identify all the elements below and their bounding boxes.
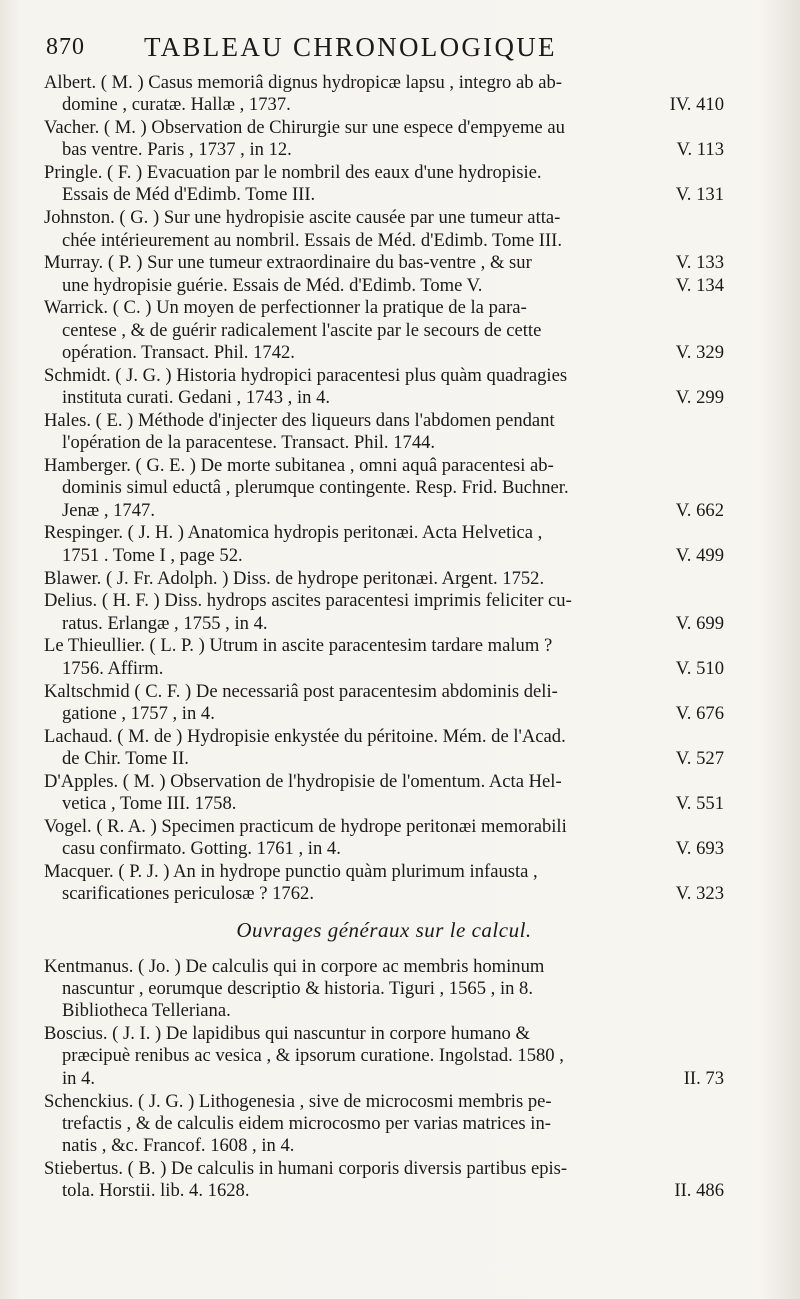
entry-murray	[44, 252, 724, 297]
entry-text: scarificationes periculosæ ? 1762.	[62, 883, 314, 905]
entry-kaltschmid	[44, 681, 724, 726]
entry-text: gatione , 1757 , in 4.	[62, 702, 215, 724]
volume-reference: IV. 410	[669, 94, 724, 116]
volume-reference: V. 699	[675, 612, 724, 634]
entry-respinger	[44, 522, 724, 567]
entry-text: chée intérieurement au nombril. Essais de Méd. d'Edimb. Tome III.	[62, 229, 562, 251]
volume-reference: V. 133	[675, 251, 724, 273]
entry-text: Essais de Méd d'Edimb. Tome III.	[62, 184, 316, 206]
entry-text: Johnston. ( G. ) Sur une hydropisie ascite causée par une tumeur atta-	[44, 207, 561, 229]
entry-line	[44, 1068, 724, 1090]
entry-text: in 4.	[62, 1067, 96, 1089]
section-heading-text: Ouvrages généraux sur le calcul.	[236, 918, 532, 943]
volume-reference: V. 113	[676, 139, 724, 161]
entry-line	[44, 1000, 724, 1022]
entry-text: casu confirmato. Gotting. 1761 , in 4.	[62, 838, 341, 860]
volume-reference: V. 329	[675, 342, 724, 364]
entry-text: domine , curatæ. Hallæ , 1737.	[62, 94, 291, 116]
entry-text: Murray. ( P. ) Sur une tumeur extraordinaire du bas-ventre , & sur	[44, 252, 532, 274]
entry-line	[44, 1023, 724, 1045]
entry-line	[44, 748, 724, 770]
entry-line	[44, 500, 724, 522]
entry-text: ratus. Erlangæ , 1755 , in 4.	[62, 612, 268, 634]
entry-albert	[44, 72, 724, 117]
bibliography-section-calculus	[44, 956, 724, 1203]
entry-text: tola. Horstii. lib. 4. 1628.	[62, 1180, 250, 1202]
entry-line	[44, 455, 724, 477]
entry-text: præcipuè renibus ac vesica , & ipsorum curatione. Ingolstad. 1580 ,	[62, 1045, 564, 1067]
entry-line	[44, 793, 724, 815]
running-title: TABLEAU CHRONOLOGIQUE	[144, 32, 557, 62]
entry-line	[44, 387, 724, 409]
entry-line	[44, 139, 724, 161]
entry-blawer	[44, 568, 724, 590]
entry-line	[44, 1045, 724, 1067]
entry-text: Stiebertus. ( B. ) De calculis in humani corporis diversis partibus epis-	[44, 1157, 568, 1179]
page-number: 870	[46, 34, 85, 60]
entry-text: Boscius. ( J. I. ) De lapidibus qui nascuntur in corpore humano &	[44, 1023, 530, 1045]
entry-line	[44, 342, 724, 364]
entry-text: Respinger. ( J. H. ) Anatomica hydropis peritonæi. Acta Helvetica ,	[44, 522, 543, 544]
entry-line	[44, 1180, 724, 1202]
entry-line	[44, 252, 724, 274]
entry-delius	[44, 590, 724, 635]
entry-text: de Chir. Tome II.	[62, 747, 189, 769]
entry-line	[44, 117, 724, 139]
entry-line	[44, 94, 724, 116]
volume-reference: V. 527	[675, 747, 724, 769]
entry-line	[44, 568, 724, 590]
entry-text: Albert. ( M. ) Casus memoriâ dignus hydropicæ lapsu , integro ab ab-	[44, 72, 562, 93]
entry-line	[44, 275, 724, 297]
entry-text: vetica , Tome III. 1758.	[62, 793, 237, 814]
entry-text: Macquer. ( P. J. ) An in hydrope punctio quàm plurimum infausta ,	[44, 860, 538, 882]
volume-reference: V. 551	[675, 793, 724, 814]
entry-line	[44, 1135, 724, 1157]
entry-text: Vacher. ( M. ) Observation de Chirurgie sur une espece d'empyeme au	[44, 117, 565, 139]
entry-line	[44, 297, 724, 319]
entry-line	[44, 1091, 724, 1113]
entry-text: Schenckius. ( J. G. ) Lithogenesia , sive de microcosmi membris pe-	[44, 1090, 552, 1112]
entry-line	[44, 320, 724, 342]
entry-line	[44, 658, 724, 680]
entry-line	[44, 230, 724, 252]
entry-schmidt	[44, 365, 724, 410]
volume-reference: II. 486	[674, 1180, 724, 1202]
volume-reference: V. 676	[675, 702, 724, 724]
bibliography-section-hydrops	[44, 72, 724, 905]
entry-line	[44, 816, 724, 838]
section-heading	[44, 919, 724, 941]
entry-text: Kaltschmid ( C. F. ) De necessariâ post paracentesim abdominis deli-	[44, 680, 558, 702]
entry-line	[44, 365, 724, 387]
entry-line	[44, 162, 724, 184]
entry-line	[44, 956, 724, 978]
entry-line	[44, 1113, 724, 1135]
entry-vacher	[44, 117, 724, 162]
entry-macquer	[44, 861, 724, 906]
entry-dapples	[44, 771, 724, 816]
entry-line	[44, 72, 724, 94]
entry-text: Pringle. ( F. ) Evacuation par le nombril des eaux d'une hydropisie.	[44, 162, 542, 184]
entry-text: natis , &c. Francof. 1608 , in 4.	[62, 1135, 295, 1157]
entry-text: Hales. ( E. ) Méthode d'injecter des liqueurs dans l'abdomen pendant	[44, 409, 555, 431]
entry-line	[44, 703, 724, 725]
entry-line	[44, 771, 724, 793]
entry-stiebertus	[44, 1158, 724, 1203]
entry-text: Bibliotheca Telleriana.	[62, 1000, 231, 1022]
entry-text: Delius. ( H. F. ) Diss. hydrops ascites paracentesi imprimis feliciter cu-	[44, 590, 572, 612]
entry-vogel	[44, 816, 724, 861]
entry-text: instituta curati. Gedani , 1743 , in 4.	[62, 387, 331, 409]
entry-text: 1751 . Tome I , page 52.	[62, 544, 243, 566]
entry-text: Lachaud. ( M. de ) Hydropisie enkystée du péritoine. Mém. de l'Acad.	[44, 725, 566, 747]
entry-text: dominis simul eductâ , plerumque contingente. Resp. Frid. Buchner.	[62, 477, 569, 499]
entry-line	[44, 861, 724, 883]
volume-reference: V. 299	[675, 387, 724, 409]
entry-line	[44, 545, 724, 567]
entry-line	[44, 184, 724, 206]
entry-line	[44, 410, 724, 432]
entry-le-thieullier	[44, 635, 724, 680]
entry-text: Vogel. ( R. A. ) Specimen practicum de hydrope peritonæi memorabili	[44, 815, 567, 837]
entry-text: centese , & de guérir radicalement l'ascite par le secours de cette	[62, 319, 542, 341]
entry-text: D'Apples. ( M. ) Observation de l'hydropisie de l'omentum. Acta Hel-	[44, 770, 562, 792]
entry-line	[44, 477, 724, 499]
entry-text: Blawer. ( J. Fr. Adolph. ) Diss. de hydrope peritonæi. Argent. 1752.	[44, 567, 545, 589]
entry-text: Le Thieullier. ( L. P. ) Utrum in ascite paracentesim tardare malum ?	[44, 635, 553, 657]
entry-line	[44, 681, 724, 703]
entry-hales	[44, 410, 724, 455]
entry-hamberger	[44, 455, 724, 522]
entry-line	[44, 883, 724, 905]
entry-schenckius	[44, 1091, 724, 1158]
entry-pringle	[44, 162, 724, 207]
volume-reference: II. 73	[683, 1067, 724, 1089]
entry-text: Hamberger. ( G. E. ) De morte subitanea , omni aquâ paracentesi ab-	[44, 455, 554, 477]
entry-warrick	[44, 297, 724, 364]
entry-kentmanus	[44, 956, 724, 1023]
entry-line	[44, 726, 724, 748]
entry-boscius	[44, 1023, 724, 1090]
volume-reference: V. 510	[675, 657, 724, 679]
entry-line	[44, 522, 724, 544]
entry-line	[44, 978, 724, 1000]
volume-reference: V. 499	[675, 544, 724, 566]
entry-text: l'opération de la paracentese. Transact. Phil. 1744.	[62, 432, 436, 454]
entry-line	[44, 590, 724, 612]
volume-reference: V. 134	[675, 274, 724, 296]
entry-text: bas ventre. Paris , 1737 , in 12.	[62, 139, 292, 161]
entry-text: une hydropisie guérie. Essais de Méd. d'Edimb. Tome V.	[62, 274, 483, 296]
entry-text: Schmidt. ( J. G. ) Historia hydropici paracentesi plus quàm quadragies	[44, 364, 568, 386]
entry-text: 1756. Affirm.	[62, 657, 164, 679]
entry-line	[44, 635, 724, 657]
entry-text: trefactis , & de calculis eidem microcosmo per varias matrices in-	[62, 1112, 551, 1134]
volume-reference: V. 662	[675, 499, 724, 521]
entry-text: nascuntur , eorumque descriptio & historia. Tiguri , 1565 , in 8.	[62, 978, 533, 1000]
entry-line	[44, 838, 724, 860]
entry-text: opération. Transact. Phil. 1742.	[62, 342, 295, 364]
entry-lachaud	[44, 726, 724, 771]
page-content	[44, 72, 724, 1203]
entry-text: Warrick. ( C. ) Un moyen de perfectionner la pratique de la para-	[44, 297, 527, 319]
volume-reference: V. 693	[675, 838, 724, 860]
page-header	[46, 32, 746, 72]
entry-line	[44, 1158, 724, 1180]
volume-reference: V. 131	[675, 184, 724, 206]
entry-line	[44, 432, 724, 454]
entry-line	[44, 207, 724, 229]
entry-text: Kentmanus. ( Jo. ) De calculis qui in corpore ac membris hominum	[44, 955, 545, 977]
entry-line	[44, 613, 724, 635]
entry-text: Jenæ , 1747.	[62, 499, 155, 521]
volume-reference: V. 323	[675, 883, 724, 905]
